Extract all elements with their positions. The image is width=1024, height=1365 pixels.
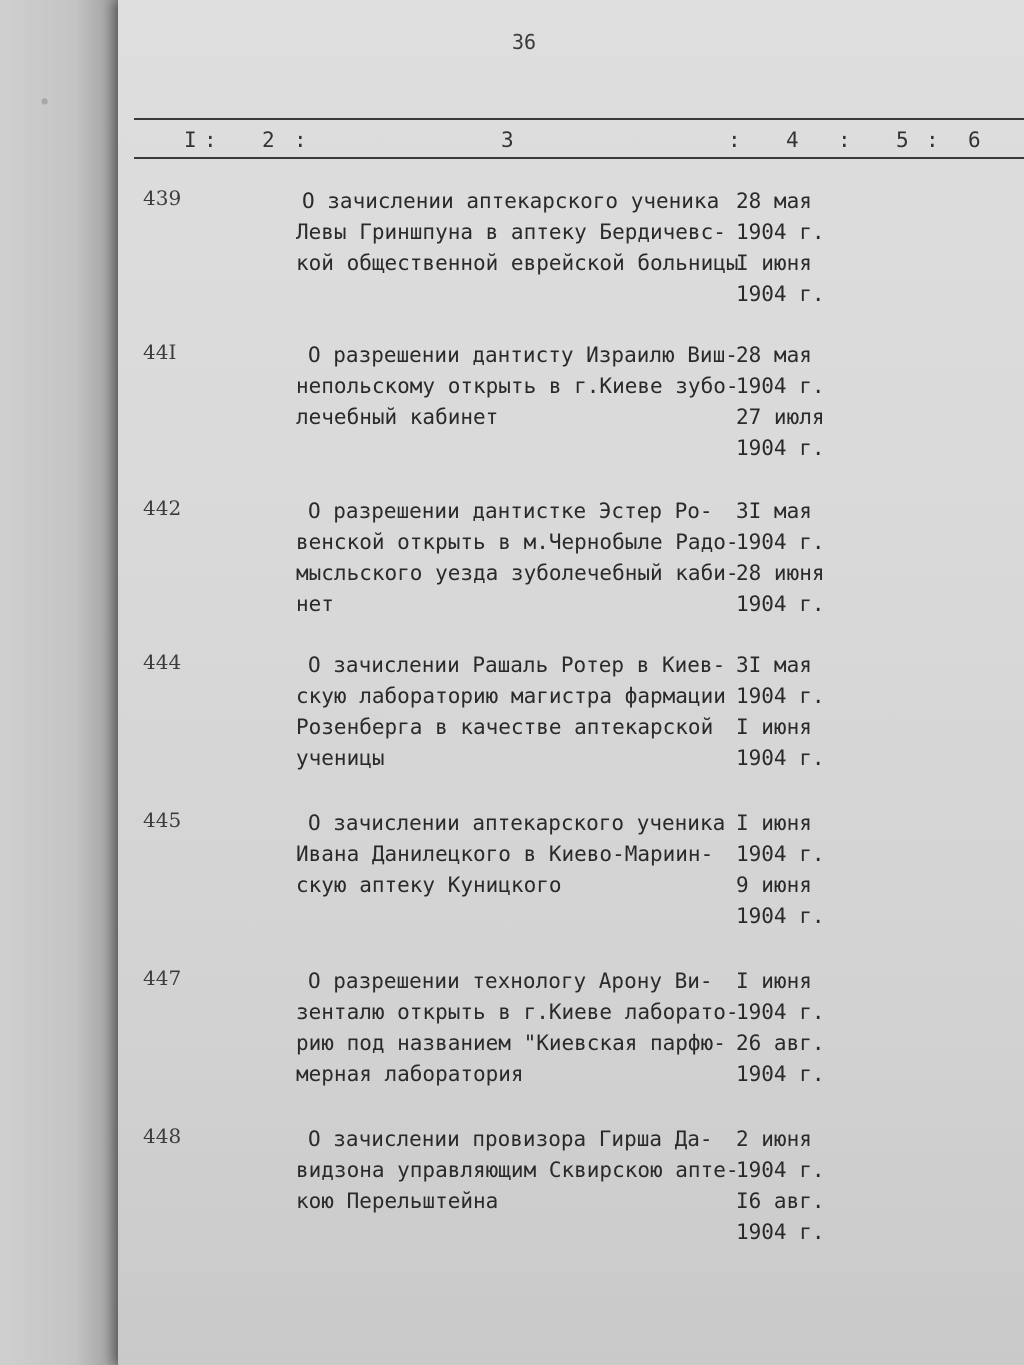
column-header-6: 6 bbox=[968, 128, 981, 152]
column-separator: : bbox=[294, 128, 307, 152]
entry-number: 445 bbox=[143, 808, 182, 832]
entry-description bbox=[296, 186, 746, 279]
description-line: мысльского уезда зуболечебный каби- bbox=[296, 561, 739, 585]
facing-page-edge bbox=[0, 0, 125, 1365]
column-header-1: I bbox=[184, 128, 197, 152]
date-line: I июня bbox=[736, 715, 812, 739]
description-line: О зачислении аптекарского ученика bbox=[302, 189, 720, 213]
column-header-2: 2 bbox=[262, 128, 275, 152]
description-line: Розенберга в качестве аптекарской bbox=[296, 715, 714, 739]
date-line: 9 июня bbox=[736, 873, 812, 897]
entry-dates bbox=[736, 496, 846, 620]
date-line: 1904 г. bbox=[736, 1220, 825, 1244]
description-line: О разрешении дантистке Эстер Ро- bbox=[308, 499, 713, 523]
description-line: ученицы bbox=[296, 746, 385, 770]
description-line: О разрешении дантисту Израилю Виш- bbox=[308, 343, 738, 367]
column-separator: : bbox=[728, 128, 741, 152]
date-line: I6 авг. bbox=[736, 1189, 825, 1213]
column-header-4: 4 bbox=[786, 128, 799, 152]
entry-dates bbox=[736, 966, 846, 1090]
entry-description bbox=[296, 496, 746, 620]
date-line: 2 июня bbox=[736, 1127, 812, 1151]
facing-page-mark: ∙ bbox=[38, 90, 52, 115]
description-line: зенталю открыть в г.Киеве лаборато- bbox=[296, 1000, 739, 1024]
entry-description bbox=[296, 966, 746, 1090]
description-line: мерная лаборатория bbox=[296, 1062, 524, 1086]
date-line: 27 июля bbox=[736, 405, 825, 429]
date-line: I июня bbox=[736, 969, 812, 993]
description-line: лечебный кабинет bbox=[296, 405, 499, 429]
date-line: 1904 г. bbox=[736, 684, 825, 708]
description-line: кой общественной еврейской больницы bbox=[296, 251, 739, 275]
entry-number: 447 bbox=[143, 966, 182, 990]
date-line: 1904 г. bbox=[736, 530, 825, 554]
document-page bbox=[118, 0, 1024, 1365]
description-line: О зачислении провизора Гирша Да- bbox=[308, 1127, 713, 1151]
date-line: 28 июня bbox=[736, 561, 825, 585]
entry-dates bbox=[736, 808, 846, 932]
entry-number: 448 bbox=[143, 1124, 182, 1148]
date-line: 1904 г. bbox=[736, 592, 825, 616]
description-line: О зачислении аптекарского ученика bbox=[308, 811, 726, 835]
date-line: 1904 г. bbox=[736, 904, 825, 928]
description-line: Ивана Данилецкого в Киево-Мариин- bbox=[296, 842, 714, 866]
column-separator: : bbox=[838, 128, 851, 152]
entry-description bbox=[296, 650, 746, 774]
description-line: О зачислении Рашаль Ротер в Киев- bbox=[308, 653, 726, 677]
entry-dates bbox=[736, 650, 846, 774]
description-line: непольскому открыть в г.Киеве зубо- bbox=[296, 374, 739, 398]
entry-number: 442 bbox=[143, 496, 182, 520]
date-line: 3I мая bbox=[736, 653, 812, 677]
description-line: венской открыть в м.Чернобыле Радо- bbox=[296, 530, 739, 554]
description-line: О разрешении технологу Арону Ви- bbox=[308, 969, 713, 993]
description-line: Левы Гриншпуна в аптеку Бердичевс- bbox=[296, 220, 726, 244]
date-line: 1904 г. bbox=[736, 374, 825, 398]
date-line: 28 мая bbox=[736, 343, 812, 367]
date-line: 28 мая bbox=[736, 189, 812, 213]
description-line: рию под названием "Киевская парфю- bbox=[296, 1031, 726, 1055]
entry-dates bbox=[736, 186, 846, 310]
date-line: 1904 г. bbox=[736, 842, 825, 866]
date-line: 1904 г. bbox=[736, 746, 825, 770]
date-line: I июня bbox=[736, 251, 812, 275]
entry-description bbox=[296, 808, 746, 901]
column-header-3: 3 bbox=[501, 128, 514, 152]
header-rule-top bbox=[134, 118, 1024, 120]
description-line: видзона управляющим Сквирскою апте- bbox=[296, 1158, 739, 1182]
date-line: 1904 г. bbox=[736, 436, 825, 460]
date-line: 1904 г. bbox=[736, 220, 825, 244]
description-line: скую лабораторию магистра фармации bbox=[296, 684, 726, 708]
entry-description bbox=[296, 1124, 746, 1217]
column-header-5: 5 bbox=[896, 128, 909, 152]
date-line: 1904 г. bbox=[736, 1000, 825, 1024]
date-line: 1904 г. bbox=[736, 1158, 825, 1182]
column-separator: : bbox=[926, 128, 939, 152]
page-number: 36 bbox=[512, 30, 537, 54]
entry-number: 44I bbox=[143, 340, 177, 364]
date-line: 3I мая bbox=[736, 499, 812, 523]
description-line: скую аптеку Куницкого bbox=[296, 873, 562, 897]
date-line: 1904 г. bbox=[736, 1062, 825, 1086]
entry-number: 444 bbox=[143, 650, 182, 674]
date-line: 1904 г. bbox=[736, 282, 825, 306]
description-line: нет bbox=[296, 592, 334, 616]
entry-dates bbox=[736, 340, 846, 464]
entry-dates bbox=[736, 1124, 846, 1248]
description-line: кою Перельштейна bbox=[296, 1189, 499, 1213]
entry-description bbox=[296, 340, 746, 433]
date-line: I июня bbox=[736, 811, 812, 835]
date-line: 26 авг. bbox=[736, 1031, 825, 1055]
entry-number: 439 bbox=[143, 186, 182, 210]
header-rule-bottom bbox=[134, 157, 1024, 159]
column-separator: : bbox=[204, 128, 217, 152]
